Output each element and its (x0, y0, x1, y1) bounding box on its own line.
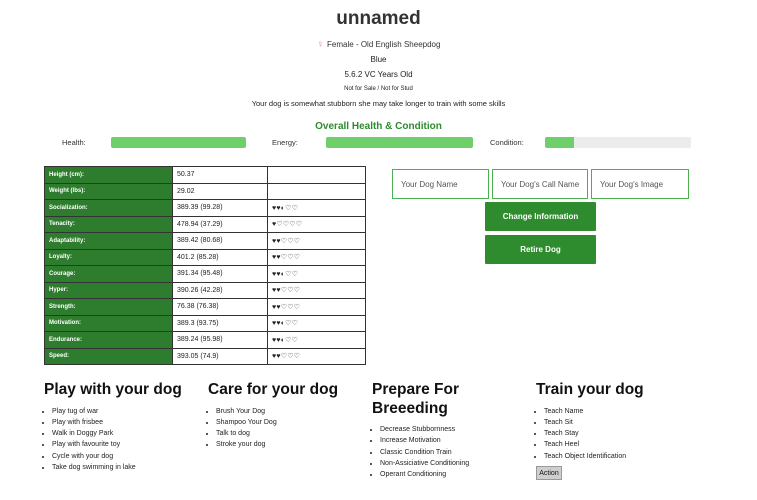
stat-value: 478.94 (37.29) (173, 216, 268, 233)
condition-meter (545, 137, 691, 148)
play-section (44, 381, 204, 473)
stat-label: Hyper: (45, 282, 173, 299)
stat-label: Height (cm): (45, 167, 173, 184)
temperament-note: Your dog is somewhat stubborn she may take longer to train with some skills (251, 99, 506, 108)
stat-row (45, 200, 366, 217)
stat-label: Motivation: (45, 315, 173, 332)
retire-dog-button[interactable]: Retire Dog (485, 235, 596, 264)
overall-health-heading: Overall Health & Condition (315, 121, 442, 132)
care-option[interactable]: • Talk to dog (216, 428, 368, 439)
stat-value: 50.37 (173, 167, 268, 184)
stat-hearts: ♥♥◐♡♡ (268, 200, 366, 217)
stat-row (45, 266, 366, 283)
play-heading: Play with your dog (44, 381, 182, 398)
stat-value: 389.24 (95.98) (173, 332, 268, 349)
stat-label: Tenacity: (45, 216, 173, 233)
stat-value: 389.42 (80.68) (173, 233, 268, 250)
stat-row (45, 299, 366, 316)
stat-value: 393.05 (74.9) (173, 348, 268, 365)
train-list (536, 406, 696, 462)
breeding-list (372, 424, 492, 480)
play-list (44, 406, 204, 474)
stat-row (45, 315, 366, 332)
stat-row (45, 332, 366, 349)
play-option[interactable]: • Cycle with your dog (52, 451, 204, 462)
stat-row (45, 233, 366, 250)
care-list (208, 406, 368, 451)
train-option[interactable]: • Teach Stay (544, 428, 696, 439)
stat-hearts (268, 183, 366, 200)
stat-value: 389.3 (93.75) (173, 315, 268, 332)
breeding-heading: Prepare For Breeeding (372, 381, 460, 417)
care-option[interactable]: • Brush Your Dog (216, 406, 368, 417)
play-option[interactable]: • Walk in Doggy Park (52, 428, 204, 439)
stat-row (45, 348, 366, 365)
stat-row (45, 282, 366, 299)
health-label: Health: (62, 138, 86, 147)
stat-row (45, 249, 366, 266)
play-option[interactable]: • Play tug of war (52, 406, 204, 417)
care-heading: Care for your dog (208, 381, 339, 398)
health-meter (111, 137, 246, 148)
care-option[interactable]: • Shampoo Your Dog (216, 417, 368, 428)
health-meter-fill (111, 137, 246, 148)
train-section (536, 381, 696, 462)
breeding-option[interactable]: • Non-Assiciative Conditioning (380, 458, 492, 469)
action-button[interactable]: Action (536, 466, 562, 480)
train-option[interactable]: • Teach Sit (544, 417, 696, 428)
stat-value: 391.34 (95.48) (173, 266, 268, 283)
stat-row (45, 216, 366, 233)
gender-breed-text: Female - Old English Sheepdog (327, 40, 441, 49)
breeding-section (372, 381, 492, 481)
care-section (208, 381, 368, 451)
stat-hearts: ♥♥◐♡♡ (268, 315, 366, 332)
play-option[interactable]: • Play with frisbee (52, 417, 204, 428)
stat-label: Strength: (45, 299, 173, 316)
stat-hearts: ♥♥◐♡♡ (268, 266, 366, 283)
stat-value: 390.26 (42.28) (173, 282, 268, 299)
breeding-option[interactable]: • Operant Conditioning (380, 469, 492, 480)
stat-hearts: ♥♥♡♡♡ (268, 282, 366, 299)
stat-hearts: ♥♡♡♡♡ (268, 216, 366, 233)
stat-hearts (268, 167, 366, 184)
stat-hearts: ♥♥♡♡♡ (268, 299, 366, 316)
stat-value: 401.2 (85.28) (173, 249, 268, 266)
stat-label: Endurance: (45, 332, 173, 349)
dog-age: 5.6.2 VC Years Old (344, 70, 413, 79)
breeding-option[interactable]: • Increase Motivation (380, 435, 492, 446)
stat-hearts: ♥♥♡♡♡ (268, 348, 366, 365)
train-option[interactable]: • Teach Object Identification (544, 451, 696, 462)
play-option[interactable]: • Play with favourite toy (52, 439, 204, 450)
stat-hearts: ♥♥◐♡♡ (268, 332, 366, 349)
train-heading: Train your dog (536, 381, 644, 398)
energy-meter-fill (326, 137, 473, 148)
change-information-button[interactable]: Change Information (485, 202, 596, 231)
care-option[interactable]: • Stroke your dog (216, 439, 368, 450)
stat-label: Socialization: (45, 200, 173, 217)
stat-value: 29.02 (173, 183, 268, 200)
stat-label: Speed: (45, 348, 173, 365)
train-option[interactable]: • Teach Name (544, 406, 696, 417)
condition-meter-fill (545, 137, 574, 148)
dog-call-name-input[interactable] (492, 169, 588, 199)
condition-label: Condition: (490, 138, 524, 147)
breeding-option[interactable]: • Classic Condition Train (380, 447, 492, 458)
dog-name-title: unnamed (336, 8, 421, 29)
dog-name-input[interactable] (392, 169, 489, 199)
breeding-option[interactable]: • Decrease Stubbornness (380, 424, 492, 435)
stat-label: Courage: (45, 266, 173, 283)
stat-label: Loyalty: (45, 249, 173, 266)
stat-label: Weight (lbs): (45, 183, 173, 200)
coat-color: Blue (370, 55, 387, 64)
sale-status: Not for Sale / Not for Stud (344, 86, 413, 92)
train-option[interactable]: • Teach Heel (544, 439, 696, 450)
play-option[interactable]: • Take dog swimming in lake (52, 462, 204, 473)
stat-hearts: ♥♥♡♡♡ (268, 233, 366, 250)
stat-label: Adaptability: (45, 233, 173, 250)
energy-label: Energy: (272, 138, 298, 147)
stat-value: 76.38 (76.38) (173, 299, 268, 316)
stat-row (45, 183, 366, 200)
gender-breed-line (0, 39, 757, 50)
energy-meter (326, 137, 473, 148)
female-icon: ♀ (316, 39, 325, 50)
stat-hearts: ♥♥♡♡♡ (268, 249, 366, 266)
stats-table (44, 166, 366, 365)
dog-image-input[interactable] (591, 169, 689, 199)
stat-value: 389.39 (99.28) (173, 200, 268, 217)
stat-row (45, 167, 366, 184)
